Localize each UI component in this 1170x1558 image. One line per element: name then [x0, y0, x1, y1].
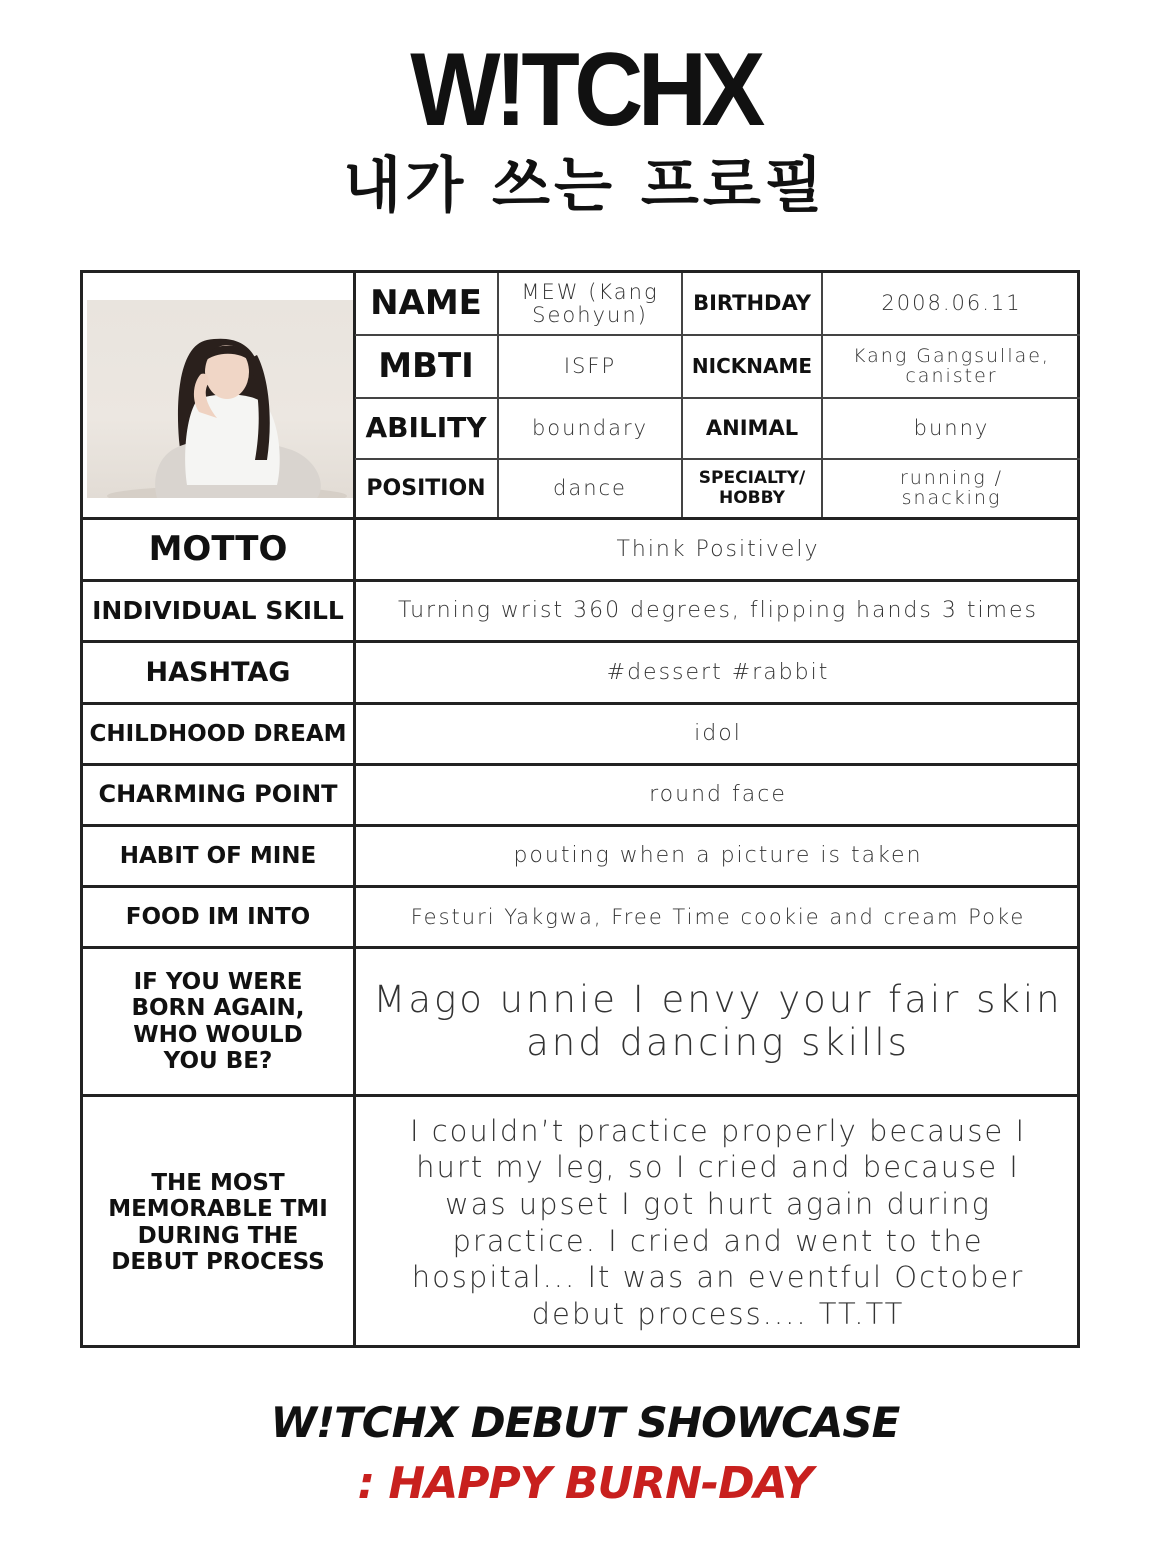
profile-card: [80, 270, 1080, 1348]
row-value-motto: Think Positively: [616, 536, 820, 562]
row-value-childhood-dream: idol: [694, 721, 742, 747]
field-label-birthday: BIRTHDAY: [693, 291, 811, 316]
row-label-hashtag: HASHTAG: [145, 656, 291, 688]
row-label-charming-point: CHARMING POINT: [98, 780, 338, 809]
row-label-individual-skill: INDIVIDUAL SKILL: [92, 595, 344, 625]
field-label-animal: ANIMAL: [705, 416, 799, 441]
field-value-ability: boundary: [531, 416, 649, 441]
row-label-food-im-into: FOOD IM INTO: [125, 903, 311, 930]
witchx-logo: W!TCHX: [410, 32, 760, 148]
member-photo: [87, 300, 353, 498]
row-value-individual-skill: Turning wrist 360 degrees, flipping hands 3 times: [398, 598, 1038, 624]
field-label-mbti: MBTI: [378, 345, 474, 386]
row-value-habit-of-mine: pouting when a picture is taken: [513, 843, 923, 869]
row-value-charming-point: round face: [649, 782, 787, 808]
field-value-specialty-hobby: running / snacking: [899, 466, 1004, 509]
row-value-born-again: Mago unnie I envy your fair skin and dancing skills: [373, 977, 1063, 1064]
row-value-food-im-into: Festuri Yakgwa, Free Time cookie and cream Poke: [410, 904, 1026, 929]
row-label-childhood-dream: CHILDHOOD DREAM: [89, 720, 347, 747]
row-label-born-again: IF YOU WERE BORN AGAIN, WHO WOULD YOU BE?: [131, 968, 305, 1074]
field-label-position: POSITION: [366, 475, 486, 501]
showcase-subtitle: : HAPPY BURN-DAY: [357, 1458, 813, 1509]
field-value-animal: bunny: [913, 416, 990, 441]
field-value-nickname: Kang Gangsullae, canister: [853, 344, 1050, 387]
profile-subtitle: 내가 쓰는 프로필: [343, 151, 827, 221]
field-label-name: NAME: [370, 282, 482, 323]
row-label-habit-of-mine: HABIT OF MINE: [119, 842, 317, 869]
field-label-nickname: NICKNAME: [691, 354, 813, 378]
row-label-memorable-tmi: THE MOST MEMORABLE TMI DURING THE DEBUT PROCESS: [108, 1169, 328, 1275]
field-value-name: MEW (Kang Seohyun): [521, 280, 659, 327]
field-value-birthday: 2008.06.11: [881, 291, 1022, 316]
showcase-title: W!TCHX DEBUT SHOWCASE: [270, 1398, 900, 1447]
field-value-position: dance: [553, 476, 627, 501]
field-label-specialty-hobby: SPECIALTY/ HOBBY: [698, 467, 806, 508]
row-value-hashtag: #dessert #rabbit: [606, 659, 830, 685]
row-value-memorable-tmi: I couldn’t practice properly because I hurt my leg, so I cried and because I was upset I got hurt again during practice. I cried and went to the hospital... It was an eventful October debut process.... TT.TT: [409, 1113, 1027, 1331]
field-value-mbti: ISFP: [563, 354, 617, 379]
row-label-motto: MOTTO: [148, 528, 288, 569]
field-label-ability: ABILITY: [365, 411, 487, 445]
